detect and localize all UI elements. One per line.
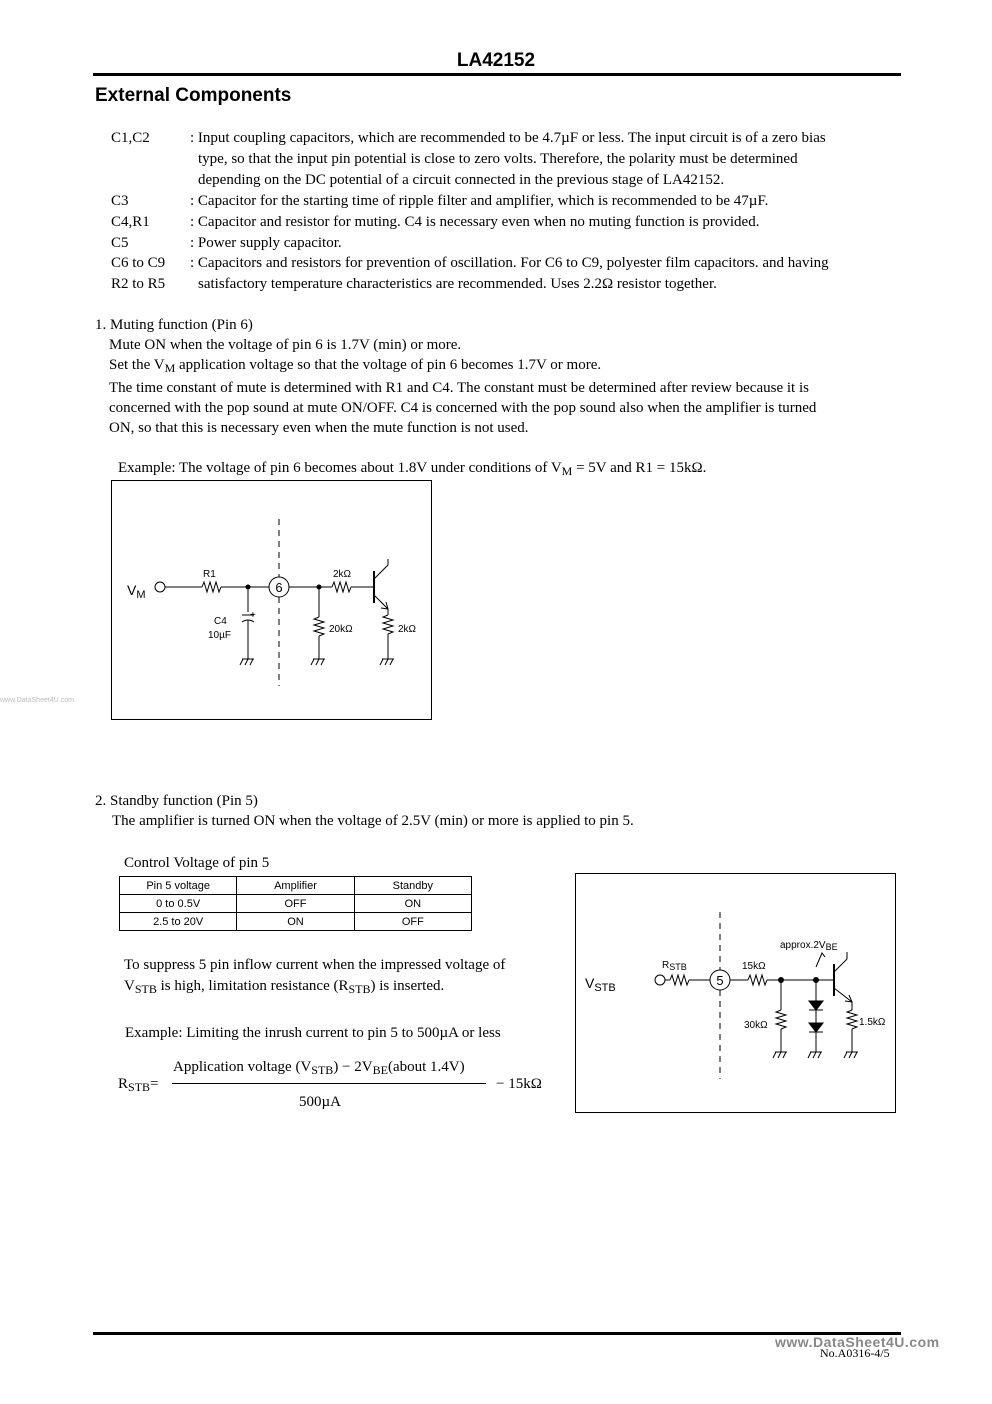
table-cell: 2.5 to 20V <box>120 913 237 931</box>
formula-lhs: $R_{STB}=$ <box>118 1076 159 1094</box>
r-base-resistor <box>332 582 351 592</box>
suppress-line2: $V_{STB}$ is high, limitation resistance $(R_{STB})$ is inserted. <box>124 978 445 996</box>
component-desc-c6c9: : Capacitors and resistors for prevention of oscillation. For C6 to C9, polyester film capacitors. and having <box>190 255 829 271</box>
r-emitter-resistor <box>847 1010 857 1029</box>
component-desc-c1c2-3: depending on the DC potential of a circuit connected in the previous stage of LA42152. <box>198 172 725 188</box>
component-desc-c5: : Power supply capacitor. <box>190 235 342 251</box>
component-desc-c4r1: : Capacitor and resistor for muting. C4 is necessary even when no muting function is provided. <box>190 214 760 230</box>
table-row <box>120 895 472 913</box>
c4-label: C4 <box>214 616 227 627</box>
muting-para-3: ON, so that this is necessary even when the mute function is not used. <box>109 420 529 436</box>
table-cell: OFF <box>237 895 354 913</box>
r-pulldown-label: 20kΩ <box>329 624 353 635</box>
standby-heading: 2. Standby function (Pin 5) <box>95 793 258 809</box>
muting-para-2: concerned with the pop sound at mute ON/OFF. C4 is concerned with the pop sound also when the amplifier is turned <box>109 400 817 416</box>
standby-circuit-diagram <box>576 874 895 1112</box>
component-label-c3: C3 <box>111 193 129 209</box>
control-voltage-title: Control Voltage of pin 5 <box>124 855 270 871</box>
formula-denominator: 500µA <box>299 1094 341 1110</box>
r-pulldown-resistor <box>314 617 324 636</box>
table-row <box>120 913 472 931</box>
vm-terminal <box>155 582 165 592</box>
document-number: No.A0316-4/5 <box>820 1346 890 1360</box>
suppress-line1: To suppress 5 pin inflow current when the impressed voltage of <box>124 957 506 973</box>
muting-circuit-box <box>111 480 432 720</box>
r-base-label: 2kΩ <box>333 569 352 580</box>
ground-symbols <box>773 1052 858 1058</box>
standby-example: Example: Limiting the inrush current to pin 5 to 500µA or less <box>125 1025 501 1041</box>
diode-1 <box>809 1001 823 1010</box>
r-base-resistor <box>748 975 767 985</box>
muting-circuit-diagram <box>112 481 431 719</box>
table-header-cell: Standby <box>354 877 471 895</box>
r1-resistor <box>202 582 221 592</box>
r1-label: R1 <box>203 569 216 580</box>
muting-line2: Set the $V_M$ application voltage so that the voltage of pin 6 becomes 1.7V or more. <box>109 357 602 375</box>
table-header-cell: Amplifier <box>237 877 354 895</box>
muting-para-1: The time constant of mute is determined with R1 and C4. The constant must be determined after review because it is <box>109 380 809 396</box>
part-number-header: LA42152 <box>456 50 536 71</box>
component-desc-c1c2-2: type, so that the input pin potential is close to zero volts. Therefore, the polarity must be determined <box>198 151 798 167</box>
c4-plus: + <box>250 610 256 621</box>
control-voltage-table <box>119 876 472 931</box>
table-cell: 0 to 0.5V <box>120 895 237 913</box>
component-label-c6c9: C6 to C9 <box>111 255 166 271</box>
ground-symbols <box>240 659 394 665</box>
component-desc-c3: : Capacitor for the starting time of ripple filter and amplifier, which is recommended to be 47µF. <box>190 193 769 209</box>
standby-circuit-box <box>575 873 896 1113</box>
muting-line1: Mute ON when the voltage of pin 6 is 1.7V (min) or more. <box>109 337 462 353</box>
r-emitter-resistor <box>383 615 393 634</box>
component-label-c4r1: C4,R1 <box>111 214 150 230</box>
component-label-r2r5: R2 to R5 <box>111 276 166 292</box>
muting-example: Example: The voltage of pin 6 becomes about 1.8V under conditions of $V_M = 5V$ and R1 = 15kΩ. <box>118 460 707 478</box>
diode-2 <box>809 1023 823 1032</box>
r-base-label: 15kΩ <box>742 961 766 972</box>
table-cell: ON <box>237 913 354 931</box>
approx-vbe-label: approx.2VBE <box>780 940 838 952</box>
header-rule <box>93 73 901 76</box>
formula-tail: − 15kΩ <box>496 1076 542 1092</box>
r-emitter-label: 2kΩ <box>398 624 417 635</box>
r-pulldown-resistor <box>776 1010 786 1029</box>
rstb-resistor <box>670 975 689 985</box>
table-header-cell: Pin 5 voltage <box>120 877 237 895</box>
r-pulldown-label: 30kΩ <box>744 1020 768 1031</box>
r-emitter-label: 1.5kΩ <box>859 1017 886 1028</box>
component-label-c1c2: C1,C2 <box>111 130 150 146</box>
component-desc-r2r5: satisfactory temperature characteristics are recommended. Uses 2.2Ω resistor together. <box>198 276 717 292</box>
muting-heading: 1. Muting function (Pin 6) <box>95 317 253 333</box>
vstb-label: $V_{STB}$ <box>585 975 616 994</box>
table-cell: OFF <box>354 913 471 931</box>
site-logo-text: www.DataSheet4U.com <box>775 1334 940 1350</box>
c4-value: 10µF <box>208 630 231 641</box>
watermark-text: www.DataSheet4U.com <box>0 697 74 704</box>
pin5-label: 5 <box>716 973 724 988</box>
component-label-c5: C5 <box>111 235 129 251</box>
table-cell: ON <box>354 895 471 913</box>
vm-label: $V_M$ <box>127 582 146 601</box>
standby-line1: The amplifier is turned ON when the voltage of 2.5V (min) or more is applied to pin 5. <box>112 813 634 829</box>
formula-fraction-bar <box>172 1083 486 1084</box>
section-title: External Components <box>95 85 292 106</box>
formula-numerator: Application voltage $(V_{STB})$ − $2V_{BE}(about$ 1.4V) <box>173 1059 465 1077</box>
approx-arrow <box>816 953 825 967</box>
table-header-row <box>120 877 472 895</box>
pin6-label: 6 <box>275 580 283 595</box>
component-desc-c1c2-1: : Input coupling capacitors, which are recommended to be 4.7µF or less. The input circuit is of a zero bias <box>190 130 826 146</box>
rstb-label: RSTB <box>662 960 687 972</box>
vstb-terminal <box>655 975 665 985</box>
